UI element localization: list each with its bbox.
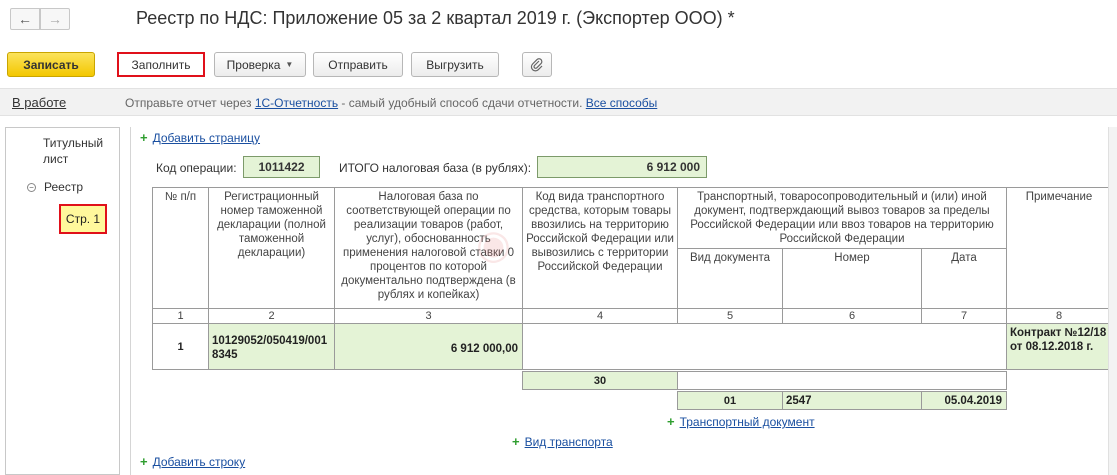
work-status-link[interactable]: В работе: [12, 95, 67, 110]
col-number: 8: [1006, 308, 1112, 324]
add-row-link[interactable]: [140, 454, 245, 469]
add-page-label: Добавить страницу: [152, 131, 261, 145]
check-button[interactable]: [214, 52, 306, 77]
service-link[interactable]: 1С-Отчетность: [254, 96, 339, 110]
col-number: 1: [152, 308, 209, 324]
toolbar: [0, 52, 1117, 78]
col-number: 5: [677, 308, 783, 324]
op-code-label: Код операции:: [156, 161, 237, 175]
form-area: [130, 127, 1117, 475]
vertical-scrollbar[interactable]: [1108, 127, 1117, 475]
plus-icon: +: [140, 130, 148, 145]
all-ways-link[interactable]: Все способы: [585, 96, 658, 110]
row-num-cell[interactable]: 1: [152, 323, 209, 370]
note-cell[interactable]: Контракт №12/18 от 08.12.2018 г.: [1006, 323, 1112, 370]
empty-cell: [677, 371, 1007, 390]
header-note: Примечание: [1006, 187, 1112, 309]
add-page-link[interactable]: [140, 130, 260, 145]
back-button[interactable]: [10, 8, 40, 30]
paperclip-icon: [530, 58, 544, 72]
sidebar-item-title-page[interactable]: Титульный лист: [43, 136, 104, 166]
empty-cell: [522, 323, 1007, 370]
header-transport-doc: Транспортный, товаросопроводительный и (или) иной документ, подтверждающий вывоз товаров за пределы Российской Федерации или ввоз товаров на территорию Российской Федерации: [677, 187, 1007, 249]
doc-type-cell[interactable]: 01: [677, 391, 783, 410]
header-doc-number: Номер: [782, 248, 922, 309]
total-base-label: ИТОГО налоговая база (в рублях):: [339, 161, 532, 175]
doc-date-cell[interactable]: 05.04.2019: [921, 391, 1007, 410]
arrow-right-icon: →: [48, 11, 62, 27]
arrow-left-icon: ←: [18, 11, 32, 27]
header-doc-date: Дата: [921, 248, 1007, 309]
col-number: 2: [208, 308, 335, 324]
send-button[interactable]: Отправить: [313, 52, 403, 77]
col-number: 3: [334, 308, 523, 324]
add-row-label: Добавить строку: [152, 455, 246, 469]
registry-table: [152, 187, 1112, 447]
plus-icon: +: [140, 454, 148, 469]
total-base-field[interactable]: 6 912 000: [537, 156, 707, 178]
header-tax-base: Налоговая база по соответствующей операции по реализации товаров (работ, услуг), обоснованность применения налоговой ставки 0 процентов по которой документально подтверждена (в рублях и копейках): [334, 187, 523, 309]
add-transport-label: Вид транспорта: [524, 435, 613, 449]
sidebar: [5, 127, 120, 475]
add-transport-doc-label: Транспортный документ: [679, 415, 815, 429]
sidebar-item-registry[interactable]: [27, 180, 83, 194]
collapse-icon[interactable]: −: [27, 183, 36, 192]
plus-icon: +: [512, 434, 520, 449]
chevron-down-icon: ▼: [285, 60, 294, 69]
check-button-label: Проверка: [226, 57, 281, 72]
add-transport-doc-link[interactable]: [667, 414, 815, 429]
reg-num-cell[interactable]: 10129052/050419/0018345: [208, 323, 335, 370]
tax-base-cell[interactable]: 6 912 000,00: [334, 323, 523, 370]
export-button[interactable]: Выгрузить: [411, 52, 499, 77]
doc-number-cell[interactable]: 2547: [782, 391, 922, 410]
op-code-field[interactable]: 1011422: [243, 156, 320, 178]
window-title: Реестр по НДС: Приложение 05 за 2 квартал 2019 г. (Экспортер ООО) *: [136, 8, 735, 28]
attach-button[interactable]: [522, 52, 552, 77]
plus-icon: +: [667, 414, 675, 429]
status-suffix: - самый удобный способ сдачи отчетности.: [338, 96, 586, 110]
fill-button[interactable]: Заполнить: [117, 52, 205, 77]
header-transport-code: Код вида транспортного средства, которым товары ввозились на территорию Российской Федерации или вывозились с территории Российской Федерации: [522, 187, 678, 309]
col-number: 7: [921, 308, 1007, 324]
add-transport-link[interactable]: [512, 434, 613, 449]
sidebar-item-page-1[interactable]: Стр. 1: [59, 204, 107, 234]
transport-code-cell[interactable]: 30: [522, 371, 678, 390]
sidebar-item-label: Реестр: [44, 180, 83, 194]
header-doc-type: Вид документа: [677, 248, 783, 309]
status-bar: [0, 88, 1117, 116]
status-message: [125, 96, 657, 110]
header-num: № п/п: [152, 187, 209, 309]
forward-button[interactable]: [40, 8, 70, 30]
save-button[interactable]: Записать: [7, 52, 95, 77]
col-number: 6: [782, 308, 922, 324]
header-reg-num: Регистрационный номер таможенной декларации (полной таможенной декларации): [208, 187, 335, 309]
col-number: 4: [522, 308, 678, 324]
status-prefix: Отправьте отчет через: [125, 96, 255, 110]
